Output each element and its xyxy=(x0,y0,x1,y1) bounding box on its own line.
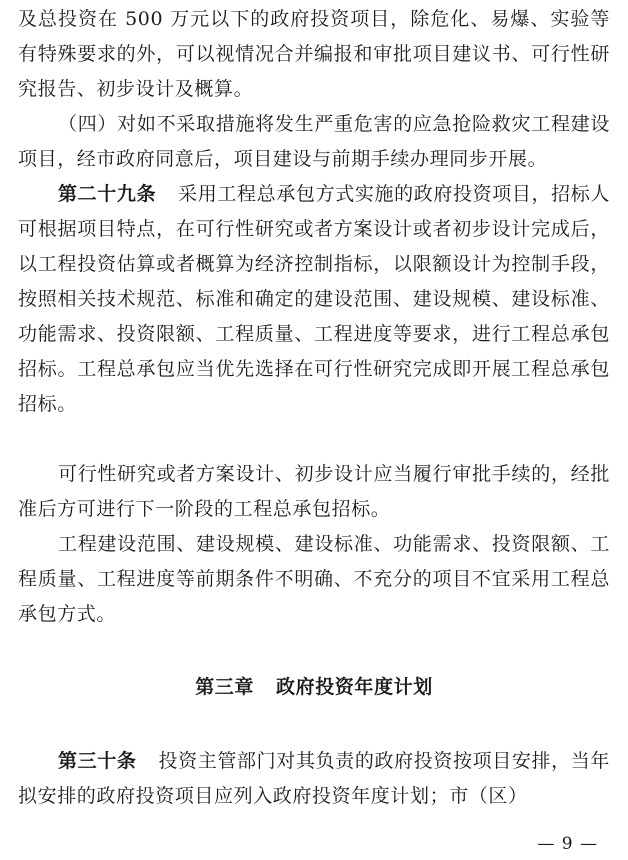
article-29 xyxy=(18,177,610,422)
article-29-body: 采用工程总承包方式实施的政府投资项目，招标人可根据项目特点，在可行性研究或者方案设计或者初步设计完成后，以工程投资估算或者概算为经济控制指标，以限额设计为控制手段，按照相关技术规范、标准和确定的建设范围、建设规模、建设标准、功能需求、投资限额、工程质量、工程进度等要求，进行工程总承包招标。工程总承包应当优先选择在可行性研究完成即开展工程总承包招标。 xyxy=(18,183,610,415)
chapter-heading xyxy=(0,672,628,702)
paragraph-continued: 及总投资在 500 万元以下的政府投资项目，除危化、易爆、实验等有特殊要求的外，可以视情况合并编报和审批项目建议书、可行性研究报告、初步设计及概算。 xyxy=(18,8,610,100)
article-29-number: 第二十九条 xyxy=(58,183,157,205)
page-number: — 9 — xyxy=(537,834,598,854)
paragraph-feasibility: 可行性研究或者方案设计、初步设计应当履行审批手续的，经批准后方可进行下一阶段的工程总承包招标。 xyxy=(18,463,610,520)
chapter-title: 政府投资年度计划 xyxy=(276,676,433,698)
paragraph-item-four: （四）对如不采取措施将发生严重危害的应急抢险救灾工程建设项目，经市政府同意后，项目建设与前期手续办理同步开展。 xyxy=(18,113,610,170)
article-30-number: 第三十条 xyxy=(58,750,137,772)
chapter-number: 第三章 xyxy=(195,676,254,698)
article-30-body: 投资主管部门对其负责的政府投资按项目安排，当年拟安排的政府投资项目应列入政府投资年度计划；市（区） xyxy=(18,750,610,807)
paragraph-scope: 工程建设范围、建设规模、建设标准、功能需求、投资限额、工程质量、工程进度等前期条件不明确、不充分的项目不宜采用工程总承包方式。 xyxy=(18,533,610,625)
article-30 xyxy=(18,744,610,814)
